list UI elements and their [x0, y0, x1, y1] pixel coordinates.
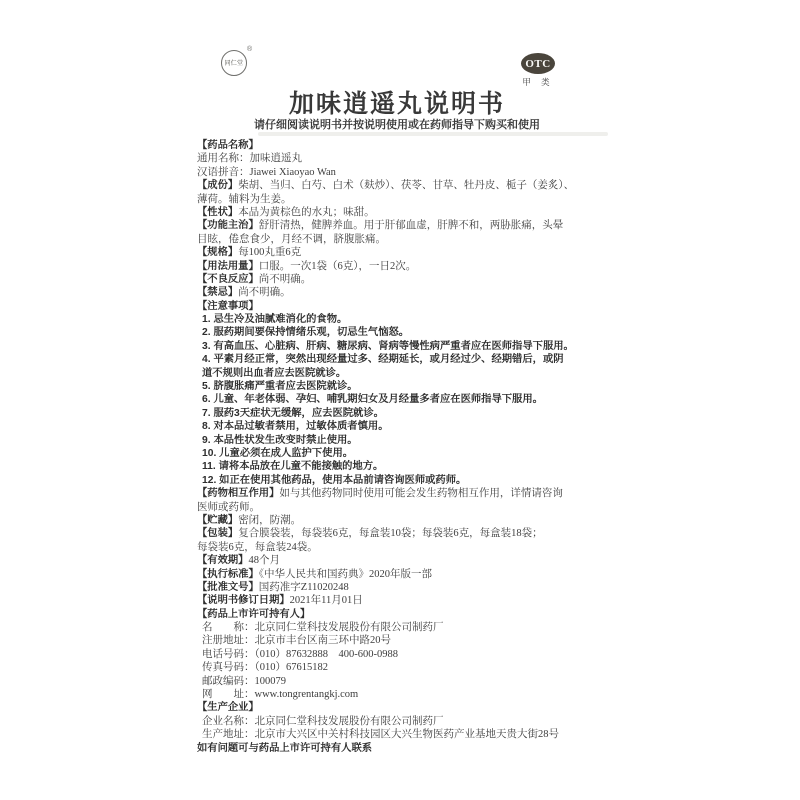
leaflet-line [197, 353, 597, 366]
leaflet-line [197, 139, 597, 152]
otc-badge-label: OTC [525, 57, 551, 70]
line-segment: 2021年11月01日 [289, 595, 363, 607]
line-segment: 柴胡、当归、白芍、白术（麸炒）、茯苓、甘草、牡丹皮、栀子（姜炙）、 [238, 180, 575, 192]
leaflet-line [197, 313, 597, 326]
line-segment: 企业名称：北京同仁堂科技发展股份有限公司制药厂 [202, 715, 444, 727]
leaflet-line [197, 554, 597, 567]
leaflet-line [197, 501, 597, 514]
line-segment: 邮政编码：100079 [202, 675, 286, 687]
line-segment-bold: 【成份】 [197, 180, 239, 192]
leaflet-line [197, 434, 597, 447]
line-segment: 如与其他药物同时使用可能会发生药物相互作用，详情请咨询 [279, 488, 563, 500]
line-segment: 尚不明确。 [238, 287, 291, 299]
registered-trademark-icon: ® [247, 46, 253, 53]
leaflet-line [197, 260, 597, 273]
line-segment-bold: 【禁忌】 [197, 287, 239, 299]
line-segment: 网 址：www.tongrentangkj.com [202, 689, 359, 701]
otc-badge [521, 53, 555, 74]
line-segment: 口服。一次1袋（6克），一日2次。 [258, 260, 417, 272]
line-segment: 尚不明确。 [258, 273, 312, 285]
line-segment: 通用名称：加味逍遥丸 [197, 153, 302, 165]
line-segment: 目眩，倦怠食少，月经不调，脐腹胀痛。 [197, 233, 386, 245]
leaflet-line [197, 474, 597, 487]
leaflet-line [197, 460, 597, 473]
line-segment-bold: 9. 本品性状发生改变时禁止使用。 [202, 434, 358, 446]
leaflet-line [197, 527, 597, 540]
line-segment-bold: 3. 有高血压、心脏病、肝病、糖尿病、肾病等慢性病严重者应在医师指导下服用。 [202, 340, 574, 352]
leaflet-line [197, 514, 597, 527]
leaflet-line [197, 393, 597, 406]
leaflet-line [197, 340, 597, 353]
line-segment-bold: 7. 服药3天症状无缓解，应去医院就诊。 [202, 407, 384, 419]
leaflet-body [197, 139, 597, 755]
leaflet-line [197, 487, 597, 500]
line-segment: 舒肝清热，健脾养血。用于肝郁血虚，肝脾不和，两胁胀痛，头晕 [258, 220, 564, 232]
line-segment-bold: 【包装】 [197, 528, 239, 540]
line-segment-bold: 【药物相互作用】 [197, 488, 280, 500]
leaflet-line [197, 728, 597, 741]
page-subtitle: 请仔细阅读说明书并按说明使用或在药师指导下购买和使用 [254, 119, 540, 131]
line-segment-bold: 【执行标准】 [197, 568, 259, 580]
line-segment: 本品为黄棕色的水丸；味甜。 [238, 206, 375, 218]
line-segment-bold: 【药品上市许可持有人】 [197, 608, 311, 620]
leaflet-line [197, 715, 597, 728]
leaflet-line [197, 286, 597, 299]
line-segment-bold: 【不良反应】 [197, 273, 259, 285]
leaflet-line [197, 541, 597, 554]
line-segment-bold: 【说明书修订日期】 [197, 595, 290, 607]
leaflet-line [197, 166, 597, 179]
leaflet-line [197, 634, 597, 647]
leaflet-line [197, 193, 597, 206]
line-segment: 电话号码：（010）87632888 400-600-0988 [202, 648, 398, 660]
leaflet-line [197, 661, 597, 674]
leaflet-line [197, 219, 597, 232]
line-segment-bold: 如有问题可与药品上市许可持有人联系 [197, 742, 373, 754]
line-segment-bold: 1. 忌生冷及油腻难消化的食物。 [202, 314, 348, 326]
tongrentang-logo-text: 同仁堂 [224, 59, 244, 67]
leaflet-line [197, 688, 597, 701]
leaflet-line [197, 273, 597, 286]
line-segment-bold: 2. 服药期间要保持情绪乐观，切忌生气恼怒。 [202, 327, 410, 339]
leaflet-line [197, 246, 597, 259]
leaflet-line [197, 233, 597, 246]
line-segment-bold: 【药品名称】 [197, 140, 259, 151]
leaflet-line [197, 420, 597, 433]
leaflet-line [197, 407, 597, 420]
line-segment-bold: 12. 如正在使用其他药品，使用本品前请咨询医师或药师。 [202, 474, 467, 486]
line-segment: 生产地址：北京市大兴区中关村科技园区大兴生物医药产业基地天贵大街28号 [202, 729, 559, 741]
otc-category-label: 甲 类 [522, 77, 554, 87]
leaflet-line [197, 621, 597, 634]
line-segment-bold: 11. 请将本品放在儿童不能接触的地方。 [202, 461, 384, 473]
line-segment: 传真号码：（010）67615182 [202, 662, 328, 674]
line-segment: 密闭，防潮。 [238, 514, 302, 526]
leaflet-line [197, 594, 597, 607]
tongrentang-logo-icon [221, 50, 247, 76]
line-segment-bold: 【功能主治】 [197, 220, 259, 232]
line-segment: 复合膜袋装，每袋装6克，每盒装10袋；每袋装6克，每盒装18袋； [238, 528, 543, 540]
line-segment: 48个月 [248, 555, 280, 567]
line-segment-bold: 【有效期】 [197, 555, 249, 567]
line-segment: 薄荷。辅料为生姜。 [197, 193, 292, 205]
leaflet-line [197, 206, 597, 219]
line-segment-bold: 【贮藏】 [197, 514, 239, 526]
leaflet-line [197, 701, 597, 714]
line-segment: 汉语拼音：Jiawei Xiaoyao Wan [197, 166, 336, 178]
line-segment-bold: 4. 平素月经正常，突然出现经量过多、经期延长，或月经过少、经期错后，或阴 [202, 354, 564, 366]
line-segment: 名 称：北京同仁堂科技发展股份有限公司制药厂 [202, 622, 444, 634]
scan-artifact-line [258, 132, 608, 136]
line-segment-bold: 【生产企业】 [197, 702, 259, 714]
line-segment: 国药准字Z11020248 [258, 581, 349, 593]
leaflet-line [197, 742, 597, 755]
line-segment-bold: 8. 对本品过敏者禁用，过敏体质者慎用。 [202, 421, 389, 433]
line-segment: 《中华人民共和国药典》2020年版一部 [258, 568, 433, 580]
line-segment-bold: 【规格】 [197, 247, 239, 259]
leaflet-line [197, 608, 597, 621]
leaflet-line [197, 581, 597, 594]
leaflet-line [197, 648, 597, 661]
line-segment-bold: 道不规则出血者应去医院就诊。 [202, 367, 347, 379]
line-segment-bold: 10. 儿童必须在成人监护下使用。 [202, 447, 354, 459]
leaflet-line [197, 300, 597, 313]
line-segment-bold: 【用法用量】 [197, 260, 259, 272]
line-segment-bold: 【注意事项】 [197, 300, 259, 312]
line-segment: 每100丸重6克 [238, 247, 302, 259]
leaflet-line [197, 179, 597, 192]
line-segment-bold: 【批准文号】 [197, 581, 259, 593]
line-segment-bold: 5. 脐腹胀痛严重者应去医院就诊。 [202, 381, 358, 393]
leaflet-line [197, 568, 597, 581]
line-segment: 每袋装6克，每盒装24袋。 [197, 541, 318, 553]
line-segment-bold: 【性状】 [197, 206, 239, 218]
line-segment: 医师或药师。 [197, 501, 260, 513]
line-segment-bold: 6. 儿童、年老体弱、孕妇、哺乳期妇女及月经量多者应在医师指导下服用。 [202, 394, 543, 406]
leaflet-line [197, 447, 597, 460]
leaflet-line [197, 152, 597, 165]
page-title: 加味逍遥丸说明书 [288, 90, 505, 118]
leaflet-line [197, 326, 597, 339]
line-segment: 注册地址：北京市丰台区南三环中路20号 [202, 635, 391, 647]
leaflet-line [197, 675, 597, 688]
leaflet-line [197, 380, 597, 393]
leaflet-line [197, 367, 597, 380]
